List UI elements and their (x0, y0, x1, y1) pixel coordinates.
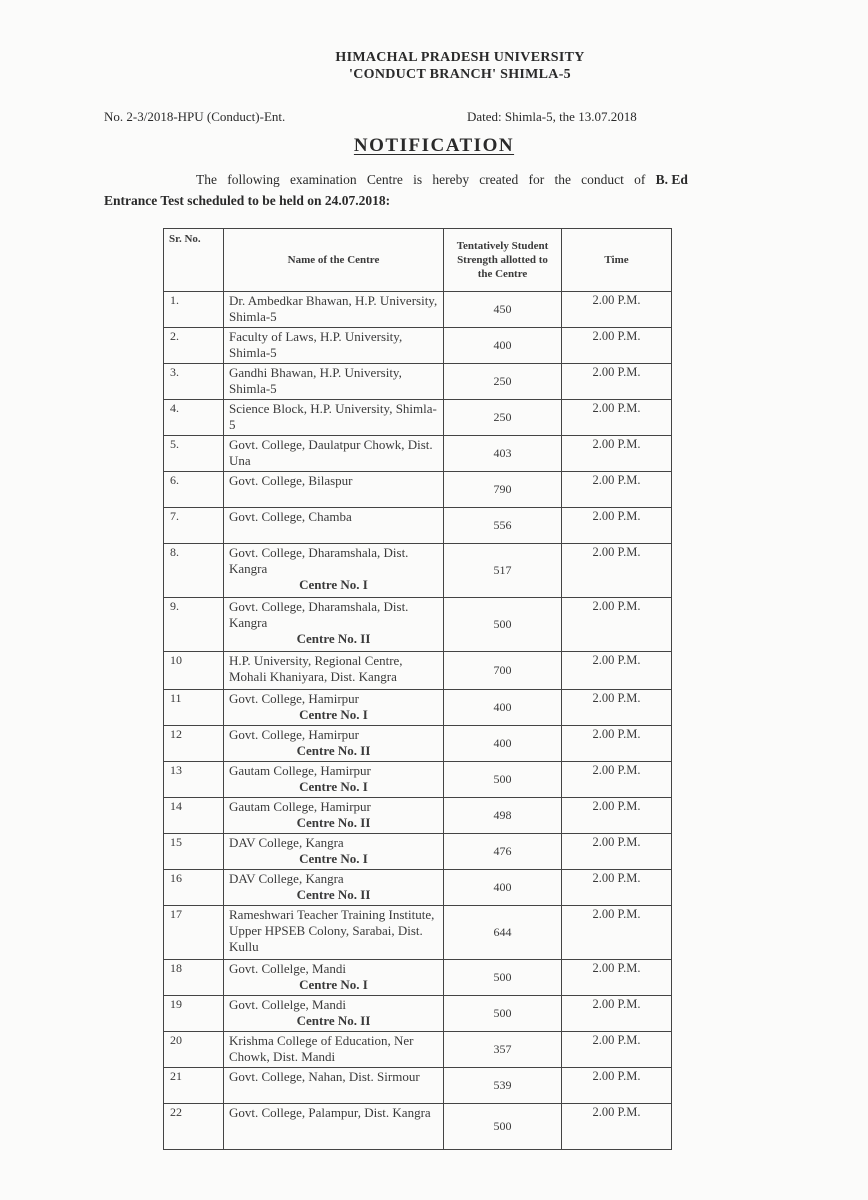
body-word: of (634, 172, 646, 187)
centre-name: Rameshwari Teacher Training Institute, Upper HPSEB Colony, Sarabai, Dist. Kullu (229, 907, 435, 954)
table-row (164, 960, 672, 996)
table-row (164, 598, 672, 652)
centre-name: DAV College, Kangra (229, 871, 344, 886)
table-row (164, 690, 672, 726)
sr-no-cell: 20 (164, 1032, 224, 1068)
centre-name: DAV College, Kangra (229, 835, 344, 850)
table-row (164, 834, 672, 870)
time-cell: 2.00 P.M. (562, 508, 672, 544)
sr-no-cell: 12 (164, 726, 224, 762)
reference-date: Dated: Shimla-5, the 13.07.2018 (467, 109, 637, 124)
strength-cell: 250 (444, 364, 562, 400)
centre-name-cell (224, 472, 444, 508)
time-cell: 2.00 P.M. (562, 996, 672, 1032)
time-cell: 2.00 P.M. (562, 598, 672, 652)
sr-no-cell: 15 (164, 834, 224, 870)
sr-no-cell: 5. (164, 436, 224, 472)
centre-name-cell (224, 960, 444, 996)
centre-number: Centre No. I (299, 779, 368, 794)
centre-number: Centre No. I (299, 851, 368, 866)
sr-no-cell: 1. (164, 292, 224, 328)
table-row (164, 798, 672, 834)
centre-number: Centre No. I (299, 977, 368, 992)
table-row (164, 328, 672, 364)
table-row (164, 906, 672, 960)
centre-name-cell (224, 400, 444, 436)
centre-name: Govt. Collelge, Mandi (229, 961, 346, 976)
strength-cell: 500 (444, 1104, 562, 1150)
body-word: the (554, 172, 571, 187)
body-word: conduct (581, 172, 624, 187)
table-row (164, 726, 672, 762)
centre-name: Govt. College, Daulatpur Chowk, Dist. Una (229, 437, 433, 468)
centre-name: Gandhi Bhawan, H.P. University, Shimla-5 (229, 365, 402, 396)
sr-no-cell: 16 (164, 870, 224, 906)
sr-no-cell: 7. (164, 508, 224, 544)
centre-name-cell (224, 292, 444, 328)
sr-no-cell: 11 (164, 690, 224, 726)
time-cell: 2.00 P.M. (562, 544, 672, 598)
reference-number: No. 2-3/2018-HPU (Conduct)-Ent. (104, 109, 286, 124)
sr-no-cell: 10 (164, 652, 224, 690)
course-name: B. Ed (655, 172, 688, 187)
table-header-row (164, 229, 672, 292)
sr-no-cell: 18 (164, 960, 224, 996)
centre-name: Krishma College of Education, Ner Chowk, Dist. Mandi (229, 1033, 414, 1064)
body-word: hereby (432, 172, 470, 187)
sr-no-cell: 4. (164, 400, 224, 436)
strength-cell: 500 (444, 762, 562, 798)
centre-name-cell (224, 598, 444, 652)
centre-name-cell (224, 906, 444, 960)
table-row (164, 870, 672, 906)
centre-name-cell (224, 798, 444, 834)
table-row (164, 652, 672, 690)
centre-number: Centre No. II (296, 887, 371, 902)
strength-cell: 450 (444, 292, 562, 328)
time-cell: 2.00 P.M. (562, 292, 672, 328)
strength-cell: 476 (444, 834, 562, 870)
centre-name-cell (224, 996, 444, 1032)
body-word: The (196, 172, 217, 187)
centre-name-cell (224, 328, 444, 364)
strength-cell: 556 (444, 508, 562, 544)
sr-no-cell: 22 (164, 1104, 224, 1150)
centre-name: Gautam College, Hamirpur (229, 799, 371, 814)
centre-number: Centre No. I (299, 577, 368, 592)
centre-name: Dr. Ambedkar Bhawan, H.P. University, Shimla-5 (229, 293, 438, 324)
sr-no-cell: 3. (164, 364, 224, 400)
centre-name-cell (224, 1104, 444, 1150)
centre-name-cell (224, 436, 444, 472)
sr-no-cell: 6. (164, 472, 224, 508)
centre-name-cell (224, 834, 444, 870)
table-row (164, 364, 672, 400)
body-word: for (528, 172, 545, 187)
centres-table (163, 228, 672, 1150)
body-line-2: Entrance Test scheduled to be held on 24.07.2018: (104, 193, 391, 208)
branch-name: 'CONDUCT BRANCH' SHIMLA-5 (349, 67, 571, 82)
university-name: HIMACHAL PRADESH UNIVERSITY (335, 50, 585, 65)
table-row (164, 292, 672, 328)
strength-cell: 357 (444, 1032, 562, 1068)
sr-no-cell: 14 (164, 798, 224, 834)
header-strength: Tentatively Student Strength allotted to the Centre (444, 229, 562, 292)
sr-no-cell: 9. (164, 598, 224, 652)
time-cell: 2.00 P.M. (562, 726, 672, 762)
strength-cell: 400 (444, 328, 562, 364)
table-row (164, 508, 672, 544)
sr-no-cell: 21 (164, 1068, 224, 1104)
time-cell: 2.00 P.M. (562, 652, 672, 690)
time-cell: 2.00 P.M. (562, 870, 672, 906)
time-cell: 2.00 P.M. (562, 960, 672, 996)
centre-name: Govt. College, Palampur, Dist. Kangra (229, 1105, 431, 1120)
centre-name-cell (224, 726, 444, 762)
body-line-1 (104, 169, 688, 190)
strength-cell: 517 (444, 544, 562, 598)
body-word: created (479, 172, 519, 187)
body-word: examination (289, 172, 357, 187)
centre-name: Govt. College, Nahan, Dist. Sirmour (229, 1069, 420, 1084)
sr-no-cell: 2. (164, 328, 224, 364)
centre-name-cell (224, 1068, 444, 1104)
table-row (164, 1104, 672, 1150)
strength-cell: 539 (444, 1068, 562, 1104)
body-word: Centre (366, 172, 403, 187)
centre-name-cell (224, 652, 444, 690)
centre-name-cell (224, 690, 444, 726)
table-row (164, 436, 672, 472)
body-word: is (413, 172, 423, 187)
strength-cell: 700 (444, 652, 562, 690)
header-time: Time (562, 229, 672, 292)
table-row (164, 400, 672, 436)
centre-name: H.P. University, Regional Centre, Mohali Khaniyara, Dist. Kangra (229, 653, 403, 684)
strength-cell: 498 (444, 798, 562, 834)
time-cell: 2.00 P.M. (562, 400, 672, 436)
centre-name: Govt. College, Hamirpur (229, 691, 359, 706)
strength-cell: 400 (444, 870, 562, 906)
centre-number: Centre No. II (296, 815, 371, 830)
header-centre-name: Name of the Centre (224, 229, 444, 292)
notification-body (104, 169, 688, 211)
time-cell: 2.00 P.M. (562, 328, 672, 364)
table-row (164, 472, 672, 508)
centre-name-cell (224, 508, 444, 544)
centre-name: Govt. College, Dharamshala, Dist. Kangra (229, 545, 409, 576)
time-cell: 2.00 P.M. (562, 1104, 672, 1150)
centre-number: Centre No. II (296, 743, 371, 758)
strength-cell: 790 (444, 472, 562, 508)
strength-cell: 250 (444, 400, 562, 436)
header-sr-no: Sr. No. (164, 229, 224, 292)
centre-name: Science Block, H.P. University, Shimla-5 (229, 401, 437, 432)
time-cell: 2.00 P.M. (562, 1068, 672, 1104)
strength-cell: 500 (444, 960, 562, 996)
centre-name-cell (224, 870, 444, 906)
table-row (164, 996, 672, 1032)
strength-cell: 500 (444, 598, 562, 652)
time-cell: 2.00 P.M. (562, 1032, 672, 1068)
time-cell: 2.00 P.M. (562, 436, 672, 472)
centre-number: Centre No. II (296, 1013, 371, 1028)
strength-cell: 500 (444, 996, 562, 1032)
centre-number: Centre No. I (299, 707, 368, 722)
body-word: following (227, 172, 280, 187)
strength-cell: 644 (444, 906, 562, 960)
table-row (164, 1032, 672, 1068)
time-cell: 2.00 P.M. (562, 762, 672, 798)
sr-no-cell: 17 (164, 906, 224, 960)
time-cell: 2.00 P.M. (562, 906, 672, 960)
strength-cell: 400 (444, 690, 562, 726)
sr-no-cell: 19 (164, 996, 224, 1032)
centre-name: Govt. College, Chamba (229, 509, 352, 524)
centre-name: Gautam College, Hamirpur (229, 763, 371, 778)
centre-number: Centre No. II (296, 631, 371, 646)
centre-name-cell (224, 544, 444, 598)
strength-cell: 403 (444, 436, 562, 472)
table-row (164, 762, 672, 798)
centre-name: Faculty of Laws, H.P. University, Shimla-5 (229, 329, 403, 360)
time-cell: 2.00 P.M. (562, 798, 672, 834)
centre-name: Govt. College, Bilaspur (229, 473, 353, 488)
strength-cell: 400 (444, 726, 562, 762)
centre-name: Govt. College, Dharamshala, Dist. Kangra (229, 599, 409, 630)
sr-no-cell: 8. (164, 544, 224, 598)
centre-name-cell (224, 1032, 444, 1068)
time-cell: 2.00 P.M. (562, 472, 672, 508)
centre-name: Govt. College, Hamirpur (229, 727, 359, 742)
table-row (164, 1068, 672, 1104)
time-cell: 2.00 P.M. (562, 834, 672, 870)
table-row (164, 544, 672, 598)
time-cell: 2.00 P.M. (562, 364, 672, 400)
centre-name-cell (224, 364, 444, 400)
sr-no-cell: 13 (164, 762, 224, 798)
centre-name-cell (224, 762, 444, 798)
notification-title: NOTIFICATION (353, 135, 515, 156)
centre-name: Govt. Collelge, Mandi (229, 997, 346, 1012)
time-cell: 2.00 P.M. (562, 690, 672, 726)
